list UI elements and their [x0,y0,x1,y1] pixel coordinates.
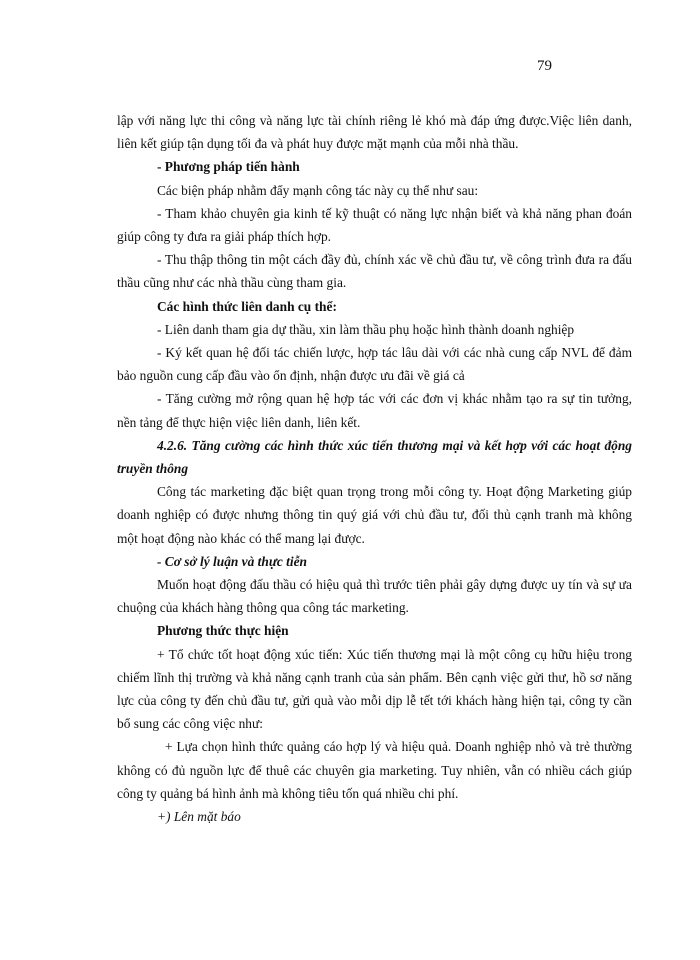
subheading-implementation: Phương thức thực hiện [157,623,289,639]
subheading-method: - Phương pháp tiến hành [157,159,300,175]
bullet-item: - Ký kết quan hệ đối tác chiến lược, hợp tác lâu dài với các nhà cung cấp NVL để đảm bảo nguồn cung cấp đầu vào ổn định, nhận được ưu đãi về giá cả [117,345,632,384]
section-heading-4-2-6: 4.2.6. Tăng cường các hình thức xúc tiến thương mại và kết hợp với các hoạt động truyền thông [117,437,632,477]
body-paragraph: Các biện pháp nhằm đẩy mạnh công tác này cụ thể như sau: [157,182,479,198]
body-paragraph: lập với năng lực thi công và năng lực tài chính riêng lẻ khó mà đáp ứng được.Việc liên danh, liên kết giúp tận dụng tối đa và phát huy được mặt mạnh của mỗi nhà thầu. [117,113,632,152]
subheading-basis: - Cơ sở lý luận và thực tiễn [157,553,307,569]
document-body [117,109,632,828]
body-paragraph: Muốn hoạt động đấu thầu có hiệu quả thì trước tiên phải gây dựng được uy tín và sự ưa chuộng của khách hàng thông qua công tác marketing. [117,577,632,616]
bullet-item: - Tham khảo chuyên gia kinh tế kỹ thuật có năng lực nhận biết và khả năng phan đoán giúp công ty đưa ra giải pháp thích hợp. [117,205,632,245]
bullet-item: - Liên danh tham gia dự thầu, xin làm thầu phụ hoặc hình thành doanh nghiệp [157,321,575,337]
body-paragraph: Công tác marketing đặc biệt quan trọng trong mỗi công ty. Hoạt động Marketing giúp doanh nghiệp có được nhưng thông tin quý giá với chủ đầu tư, đối thủ cạnh tranh mà không một hoạt động nào khác có thể mang lại được. [117,484,632,546]
list-item-press: +) Lên mặt báo [157,809,241,825]
page-number: 79 [537,58,552,74]
bullet-item: - Tăng cường mở rộng quan hệ hợp tác với các đơn vị khác nhằm tạo ra sự tin tưởng, nền tảng để thực hiện việc liên danh, liên kết. [117,391,632,430]
bullet-item: - Thu thập thông tin một cách đầy đủ, chính xác về chủ đầu tư, về công trình đưa ra đấu thầu cũng như các nhà thầu cùng tham gia. [117,252,632,291]
body-paragraph: + Lựa chọn hình thức quảng cáo hợp lý và hiệu quả. Doanh nghiệp nhỏ và trẻ thường không có đủ nguồn lực để thuê các chuyên gia marketing. Tuy nhiên, vẫn có nhiều cách giúp công ty quảng bá hình ảnh mà không tiêu tốn quá nhiều chi phí. [117,739,632,801]
body-paragraph: + Tổ chức tốt hoạt động xúc tiến: Xúc tiến thương mại là một công cụ hữu hiệu trong chiếm lĩnh thị trường và khả năng cạnh tranh của sản phẩm. Bên cạnh việc gửi thư, hồ sơ năng lực của công ty đến chủ đầu tư, gửi quà vào mỗi dịp lễ tết tới khách hàng hiện tại, công ty cần bổ sung các công việc như: [117,646,632,732]
subheading-joint-venture-forms: Các hình thức liên danh cụ thể: [157,298,337,314]
